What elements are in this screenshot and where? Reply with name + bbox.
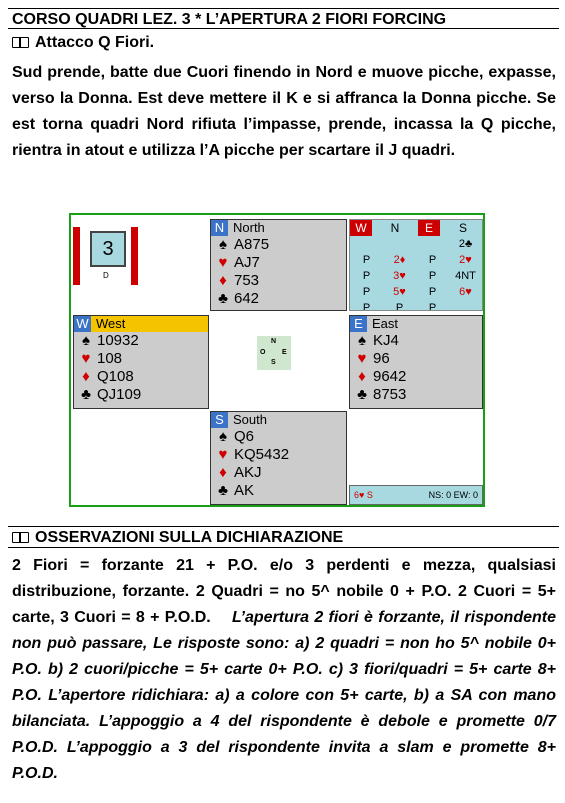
seat-badge: S (211, 412, 228, 428)
page-title: CORSO QUADRI LEZ. 3 * L’APERTURA 2 FIORI FORCING (8, 8, 559, 29)
club-icon: ♣ (218, 482, 228, 499)
club-icon: ♣ (218, 290, 228, 307)
vulnerability-label: NS: 0 EW: 0 (428, 490, 478, 500)
auction-bids (350, 236, 482, 311)
heart-icon: ♥ (218, 446, 228, 463)
heart-icon: ♥ (218, 254, 228, 271)
seat-badge: W (74, 316, 91, 332)
seat-badge: E (350, 316, 367, 332)
board-info (73, 219, 209, 311)
player-name: South (233, 412, 267, 427)
auction-header-n: N (390, 221, 400, 235)
auction-row: 2♣ (458, 238, 473, 250)
bidding-notes-italic: L’apertura 2 fiori è forzante, il rispondente non può passare, Le risposte sono: a) 2 quadri = non ho 5^ nobile 0+ P.O. b) 2 cuori/picche = 5+ carte 0+ P.O. c) 3 fiori/quadri = 5+ carte 8+ P.O. L’apertore ridichiara: a) a colore con 5+ carte, b) a SA con mano bilanciata. L’appoggio a 4 del rispondente è debole e promette 0/7 P.O.D. L’appoggio a 3 del rispondente invita a slam e promette 8+ P.O.D. (12, 609, 556, 782)
club-icon: ♣ (357, 386, 367, 403)
dealer-label: D (103, 271, 109, 280)
vulnerability-bar-east (131, 227, 138, 285)
book-icon (12, 37, 29, 48)
auction-box[interactable] (349, 219, 483, 311)
spade-icon: ♠ (82, 332, 90, 349)
auction-row: P 2♦ P 2♥ (362, 254, 472, 266)
hand-west (73, 315, 209, 409)
spades-holding: Q6 (234, 428, 255, 445)
auction-row: P 5♥ P 6♥ (362, 286, 472, 298)
heart-icon: ♥ (81, 350, 91, 367)
clubs-holding: 8753 (373, 386, 407, 403)
clubs-holding: 642 (234, 290, 260, 307)
bridge-board (69, 213, 485, 507)
hearts-holding: KQ5432 (234, 446, 290, 463)
club-icon: ♣ (81, 386, 91, 403)
spades-holding: A875 (234, 236, 270, 253)
diamond-icon: ♦ (219, 464, 227, 481)
auction-header-w: W (350, 220, 372, 236)
auction-row: P 3♥ P 4NT (362, 270, 476, 282)
clubs-holding: AK (234, 482, 255, 499)
hand-south (210, 411, 347, 505)
diamonds-holding: 9642 (373, 368, 407, 385)
hearts-holding: AJ7 (234, 254, 260, 271)
hearts-holding: 108 (97, 350, 123, 367)
bidding-notes-plain: 2 Fiori = forzante 21 + P.O. e/o 3 perdenti e mezza, qualsiasi distribuzione, forzante. 2 Quadri = no 5^ nobile 0 + P.O. 2 Cuori = 5+ carte, 3 Cuori = 8 + P.O.D. (12, 557, 556, 626)
diamond-icon: ♦ (358, 368, 366, 385)
board-footer (349, 485, 483, 505)
auction-header-e: E (418, 220, 440, 236)
seat-badge: N (211, 220, 228, 236)
player-name: West (96, 316, 126, 331)
diamond-icon: ♦ (82, 368, 90, 385)
contract-label: 6♥ S (354, 490, 373, 500)
spade-icon: ♠ (219, 236, 227, 253)
auction-header-s: S (458, 221, 467, 235)
hand-north (210, 219, 347, 311)
player-name: East (372, 316, 399, 331)
opening-lead: Attacco Q Fiori. (12, 34, 154, 52)
player-name: North (233, 220, 265, 235)
diamonds-holding: AKJ (234, 464, 262, 481)
book-icon (12, 532, 29, 543)
clubs-holding: QJ109 (97, 386, 142, 403)
board-number: 3 (90, 231, 126, 267)
vulnerability-bar-west (73, 227, 80, 285)
diamonds-holding: 753 (234, 272, 260, 289)
play-description: Sud prende, batte due Cuori finendo in Nord e muove picche, expasse, verso la Donna. Est deve mettere il K e si affranca la Donna picche. Se est torna quadri Nord rifiuta l’impasse, prende, incassa la Q picche, rientra in atout e utilizza l’A picche per scartare il J quadri. (12, 64, 556, 159)
hand-east (349, 315, 483, 409)
section-title: OSSERVAZIONI SULLA DICHIARAZIONE (8, 526, 559, 548)
spades-holding: 10932 (97, 332, 139, 349)
auction-row: P P P (362, 302, 437, 311)
hearts-holding: 96 (373, 350, 390, 367)
spade-icon: ♠ (219, 428, 227, 445)
diamonds-holding: Q108 (97, 368, 134, 385)
compass-rose: N O E S (257, 336, 291, 370)
spade-icon: ♠ (358, 332, 366, 349)
heart-icon: ♥ (357, 350, 367, 367)
spades-holding: KJ4 (373, 332, 399, 349)
bidding-notes (12, 553, 556, 787)
diamond-icon: ♦ (219, 272, 227, 289)
